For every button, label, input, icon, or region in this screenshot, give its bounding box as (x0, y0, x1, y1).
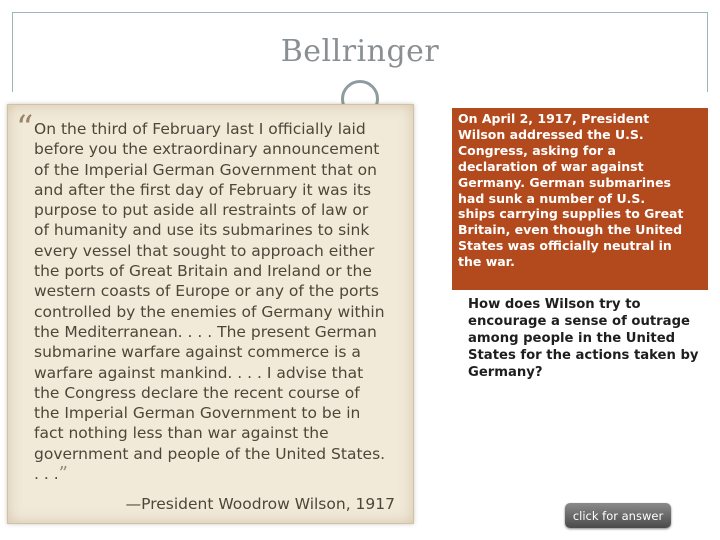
open-quote-mark: “ (16, 108, 34, 148)
close-quote-mark: ” (58, 463, 68, 485)
click-for-answer-button[interactable]: click for answer (565, 503, 671, 528)
context-text: On April 2, 1917, President Wilson addressed the U.S. Congress, asking for a declaration of war against Germany. German submarines had sunk a number of U.S. ships carrying supplies to Great Britain, even though the United States was officially neutral in the war. (458, 111, 684, 270)
quote-body: On the third of February last I officially laid before you the extraordinary announcement of the Imperial German Government that on and after the first day of February it was its purpose to put aside all restraints of law or of humanity and use its submarines to sink every vessel that sought to approach either the ports of Great Britain and Ireland or the western coasts of Europe or any of the ports controlled by the enemies of Germany within the Mediterranean. . . . The present German submarine warfare against commerce is a warfare against mankind. . . . I advise that the Congress declare the recent course of the Imperial German Government to be in fact nothing less than war against the government and people of the United States. . . . (34, 120, 386, 484)
quote-attribution: —President Woodrow Wilson, 1917 (125, 495, 395, 513)
slide-title: Bellringer (280, 34, 440, 69)
context-panel (452, 108, 708, 290)
question-text: How does Wilson try to encourage a sense of outrage among people in the United States for the actions taken by Germany? (468, 297, 699, 380)
quote-panel (7, 104, 414, 524)
quote-text (34, 119, 408, 484)
